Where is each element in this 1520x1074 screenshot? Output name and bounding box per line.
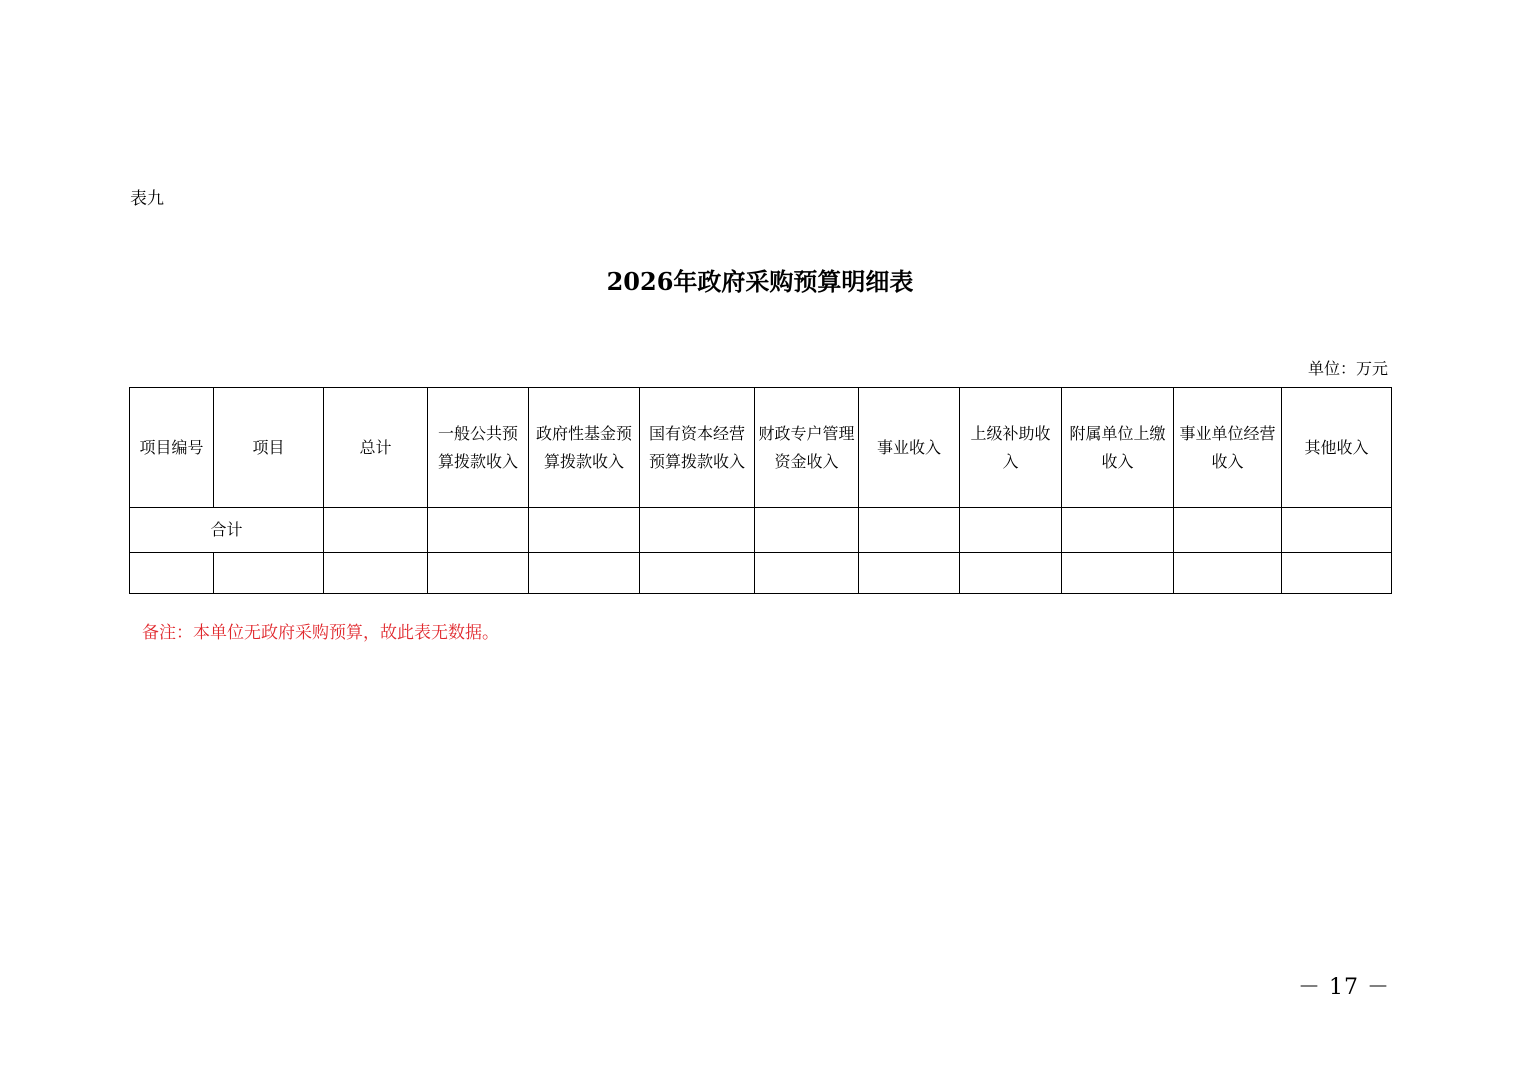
unit-label: 单位：万元 [1307, 359, 1388, 378]
table-cell [428, 508, 529, 553]
header-cell: 其他收入 [1282, 388, 1392, 508]
table-label: 表九 [130, 189, 164, 209]
procurement-budget-table [129, 387, 1392, 594]
header-cell: 财政专户管理资金收入 [755, 388, 859, 508]
header-cell: 事业收入 [859, 388, 960, 508]
table-cell [529, 553, 640, 594]
table-cell [640, 553, 755, 594]
header-cell: 上级补助收入 [960, 388, 1062, 508]
table-cell [428, 553, 529, 594]
table-cell [324, 508, 428, 553]
table-cell [859, 508, 960, 553]
header-cell: 一般公共预算拨款收入 [428, 388, 529, 508]
table-cell [1062, 553, 1174, 594]
table-cell [960, 508, 1062, 553]
table-cell [640, 508, 755, 553]
page-title: 2026年政府采购预算明细表 [606, 267, 914, 296]
page-number: － 17 － [1298, 975, 1390, 1000]
table-cell [1062, 508, 1174, 553]
table-cell [755, 508, 859, 553]
table-cell [755, 553, 859, 594]
table-cell [960, 553, 1062, 594]
header-cell: 国有资本经营预算拨款收入 [640, 388, 755, 508]
table-cell [1174, 508, 1282, 553]
table-cell [214, 553, 324, 594]
note-text: 备注：本单位无政府采购预算，故此表无数据。 [142, 623, 499, 643]
table-cell [859, 553, 960, 594]
header-cell: 附属单位上缴收入 [1062, 388, 1174, 508]
table-row [130, 553, 1392, 594]
header-cell: 项目编号 [130, 388, 214, 508]
header-cell: 事业单位经营收入 [1174, 388, 1282, 508]
total-label: 合计 [130, 508, 324, 553]
table-cell [1282, 553, 1392, 594]
table-cell [324, 553, 428, 594]
header-cell: 项目 [214, 388, 324, 508]
header-row [130, 388, 1392, 508]
table-cell [1174, 553, 1282, 594]
table-cell [130, 553, 214, 594]
table-cell [1282, 508, 1392, 553]
header-cell: 政府性基金预算拨款收入 [529, 388, 640, 508]
total-row [130, 508, 1392, 553]
header-cell: 总计 [324, 388, 428, 508]
table-cell [529, 508, 640, 553]
